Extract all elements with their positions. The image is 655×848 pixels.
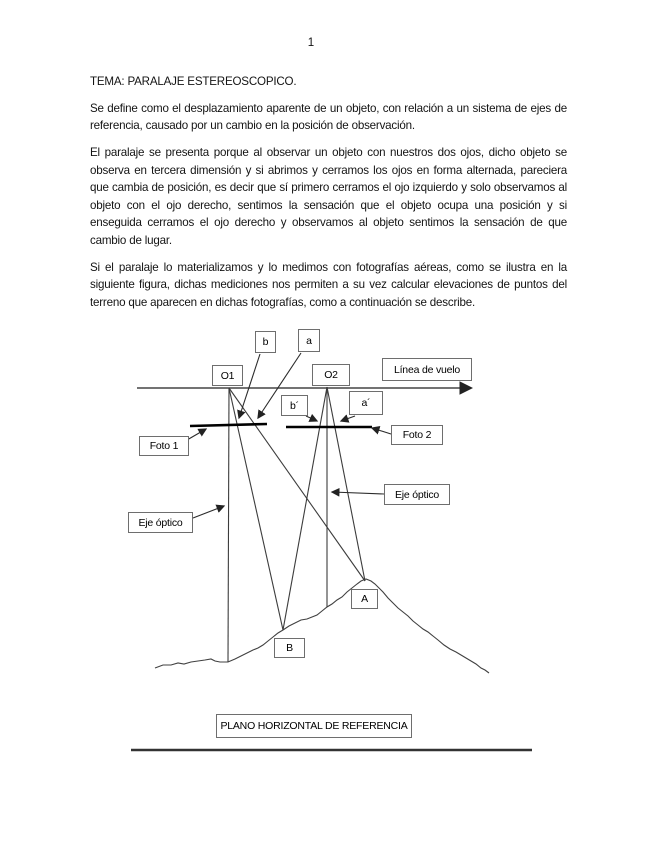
label-box-eje-optico-izquierdo: Eje óptico xyxy=(128,512,193,533)
arrow-eje-optico-izquierdo xyxy=(193,506,224,518)
o2-ray-to-b xyxy=(283,387,327,630)
label-box-eje-optico-derecho: Eje óptico xyxy=(384,484,450,505)
rays-o1 xyxy=(228,388,365,662)
arrow-label-b-prima xyxy=(306,416,317,421)
label-box-o2: O2 xyxy=(312,364,350,386)
arrow-label-a-prima xyxy=(341,416,355,421)
label-box-a: a xyxy=(298,329,320,352)
label-box-o1: O1 xyxy=(212,365,243,386)
label-box-punto-a: A xyxy=(351,589,378,609)
label-box-foto2: Foto 2 xyxy=(391,425,443,445)
arrow-eje-optico-derecho xyxy=(332,492,384,494)
page-number: 1 xyxy=(307,37,315,49)
label-box-punto-b: B xyxy=(274,638,305,658)
label-box-plano-referencia: PLANO HORIZONTAL DE REFERENCIA xyxy=(216,714,412,738)
label-box-a-prima: a´ xyxy=(349,391,383,415)
o2-ray-to-a xyxy=(327,387,365,581)
paragraph-explanation: El paralaje se presenta porque al observar un objeto con nuestros dos ojos, dicho objeto se observa en tercera dimensión y si abrimos y cerramos los ojos en forma alternada, pareciera que cambia de posición, es decir que sí primero cerramos el ojo izquierdo y solo observamos al objeto con el ojo derecho, sentimos la sensación que el objeto ocupa una posición y si enseguida cerramos el ojo derecho y observamos al objeto sentimos la sensación de que cambio de lugar. xyxy=(90,146,567,247)
label-box-b: b xyxy=(255,331,276,353)
arrow-label-b xyxy=(239,354,260,418)
label-box-foto1: Foto 1 xyxy=(139,436,189,456)
o1-optical-axis xyxy=(228,388,229,662)
terrain-profile xyxy=(155,579,489,673)
document-title: TEMA: PARALAJE ESTEREOSCOPICO. xyxy=(90,75,297,88)
arrow-foto1 xyxy=(187,429,206,440)
arrow-foto2 xyxy=(372,428,391,434)
label-box-linea-de-vuelo: Línea de vuelo xyxy=(382,358,472,381)
label-box-b-prima: b´ xyxy=(281,395,308,416)
paragraph-application: Si el paralaje lo materializamos y lo medimos con fotografías aéreas, como se ilustra en la siguiente figura, dichas mediciones nos permiten a su vez calcular elevaciones de puntos del terreno que aparecen en dichas fotografías, como a continuación se describe. xyxy=(90,260,567,309)
paragraph-definition: Se define como el desplazamiento aparente de un objeto, con relación a un sistema de ejes de referencia, causado por un cambio en la posición de observación. xyxy=(90,101,567,132)
